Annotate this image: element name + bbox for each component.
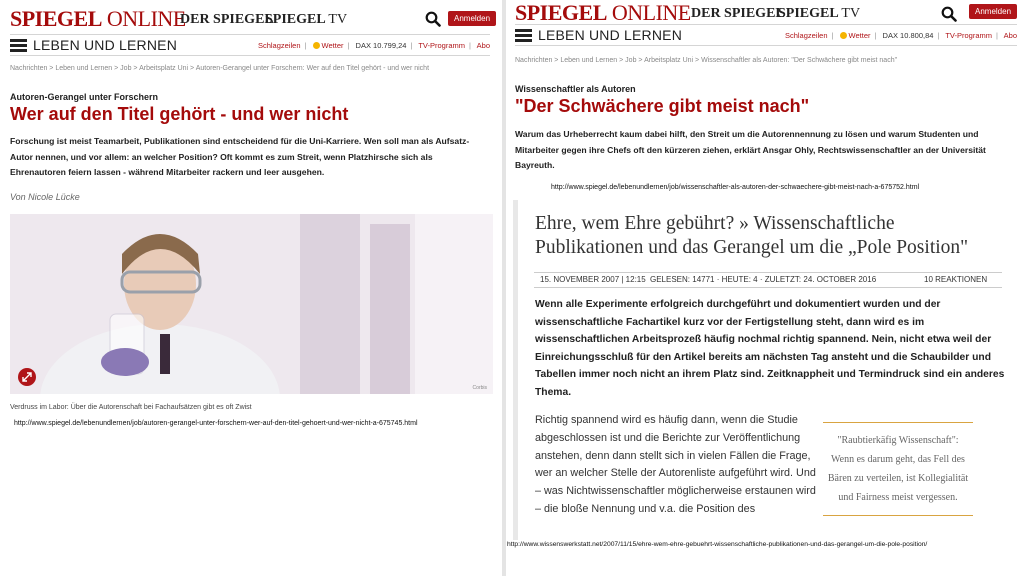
breadcrumb-current: Autoren-Gerangel unter Forschern: Wer auf den Titel gehört - und wer nicht bbox=[195, 65, 430, 72]
blog-pull-quote: "Raubtierkäfig Wissenschaft": Wenn es darum geht, das Fell des Bären zu verteilen, ist Kollegialität und Fairness meist vergessen. bbox=[823, 422, 973, 516]
lab-scientist-image bbox=[10, 214, 493, 394]
blog-title[interactable]: Ehre, wem Ehre gebührt? » Wissenschaftliche Publikationen und das Gerangel um die „Pole Position" bbox=[535, 213, 969, 258]
expand-image-button[interactable] bbox=[18, 368, 36, 386]
section-title[interactable]: LEBEN UND LERNEN bbox=[33, 37, 178, 53]
spiegel-tv-link[interactable]: SPIEGEL TV bbox=[778, 6, 861, 21]
blog-stats: GELESEN: 14771 · HEUTE: 4 · ZULETZT: 24. OCTOBER 2016 bbox=[650, 275, 877, 284]
source-url: http://www.spiegel.de/lebenundlernen/job/wissenschaftler-als-autoren-der-schwaechere-gibt-meist-nach-a-675752.html bbox=[551, 184, 920, 191]
article-kicker: Autoren-Gerangel unter Forschern bbox=[10, 92, 159, 102]
nav-link-tv-programm[interactable]: TV-Programm bbox=[945, 31, 993, 40]
menu-icon[interactable] bbox=[10, 39, 27, 52]
menu-icon[interactable] bbox=[515, 29, 532, 42]
section-title[interactable]: LEBEN UND LERNEN bbox=[538, 27, 683, 43]
login-button[interactable]: Anmelden bbox=[969, 4, 1017, 19]
spiegel-tv-link[interactable]: SPIEGEL TV bbox=[265, 12, 348, 27]
nav-link-dax[interactable]: DAX 10.799,24 bbox=[355, 41, 407, 50]
article-kicker: Wissenschaftler als Autoren bbox=[515, 84, 636, 94]
der-spiegel-link[interactable]: DER SPIEGEL bbox=[180, 12, 274, 27]
blog-article bbox=[513, 200, 1013, 540]
nav-link-schlagzeilen[interactable]: Schlagzeilen bbox=[257, 41, 301, 50]
sun-icon bbox=[313, 42, 320, 49]
breadcrumb-current: Wissenschaftler als Autoren: "Der Schwächere gibt meist nach" bbox=[701, 57, 898, 64]
breadcrumb-item[interactable]: Leben und Lernen bbox=[55, 65, 113, 72]
article-lead: Warum das Urheberrecht kaum dabei hilft, den Streit um die Autorennennung zu lösen und warum Studenten und Mitarbeiter gegen ihre Chefs oft den kürzeren ziehen, erklärt Ansgar Ohly, Rechtswissenschaftler an der Universität Bayreuth. bbox=[515, 129, 986, 170]
blog-lead: Wenn alle Experimente erfolgreich durchgeführt und dokumentiert wurden und der wissenschaftliche Fachartikel kurz vor der Fertigstellung steht, dann wird es im wissenschaftlichen Arbeitsprozeß häufig nochmal richtig spannend. Nein, nicht etwa weil der Einreichungsschluß für den Artikel bereits am nächsten Tag ansteht und die Schaubilder und Tabellen immer noch nicht an ihrem Platz sind. Zeitknappheit und Termindruck sind ein anderes Thema. bbox=[535, 299, 1005, 398]
article-photo[interactable] bbox=[10, 214, 493, 394]
blog-body: Richtig spannend wird es häufig dann, wenn die Studie abgeschlossen ist und die Berichte zur Veröffentlichung anstehen, denn dann stellt sich in vielen Fällen die Frage, wer an welcher Stelle der Autorenliste aufgeführt wird. Und – was Nichtwissenschaftler möglicherweise erstaunen wird – die bloße Nennung und v.a. die Position des bbox=[535, 414, 816, 515]
breadcrumb-item[interactable]: Nachrichten bbox=[515, 57, 553, 64]
nav-links: Schlagzeilen | Wetter | DAX 10.800,84 | TV-Programm | Abo bbox=[784, 31, 1017, 40]
der-spiegel-link[interactable]: DER SPIEGEL bbox=[691, 6, 785, 21]
spiegel-online-logo[interactable]: SPIEGEL ONLINE bbox=[10, 6, 186, 31]
sun-icon bbox=[840, 32, 847, 39]
article-lead: Forschung ist meist Teamarbeit, Publikationen sind entscheidend für die Uni-Karriere. Wen soll man als Aufsatz-Autor nennen, und vor allem: an welcher Position? Oft kommt es zum Streit, wenn Platzhirsche sich als Ehrenautoren feiern lassen - während Mitarbeiter rackern und leer ausgehen. bbox=[10, 136, 470, 177]
section-navbar bbox=[10, 34, 490, 56]
nav-link-tv-programm[interactable]: TV-Programm bbox=[418, 41, 466, 50]
nav-link-dax[interactable]: DAX 10.800,84 bbox=[882, 31, 934, 40]
photo-credit: Corbis bbox=[472, 385, 487, 391]
section-navbar bbox=[515, 24, 1017, 46]
nav-link-wetter[interactable]: Wetter bbox=[313, 41, 344, 50]
article-author: Von Nicole Lücke bbox=[10, 192, 80, 202]
breadcrumb-item[interactable]: Nachrichten bbox=[10, 65, 48, 72]
blog-source-url: http://www.wissenswerkstatt.net/2007/11/15/ehre-wem-ehre-gebuehrt-wissenschaftliche-publikationen-und-das-gerangel-um-die-pole-position/ bbox=[507, 541, 928, 548]
breadcrumb: Nachrichten > Leben und Lernen > Job > Arbeitsplatz Uni > Wissenschaftler als Autoren: "Der Schwächere gibt meist nach" bbox=[515, 57, 898, 64]
spiegel-article-right bbox=[507, 0, 1024, 576]
expand-icon bbox=[18, 368, 36, 386]
nav-link-schlagzeilen[interactable]: Schlagzeilen bbox=[784, 31, 828, 40]
article-headline: "Der Schwächere gibt meist nach" bbox=[515, 96, 810, 116]
spiegel-online-logo[interactable]: SPIEGEL ONLINE bbox=[515, 0, 691, 25]
breadcrumb-item[interactable]: Job bbox=[120, 65, 132, 72]
breadcrumb-item[interactable]: Arbeitsplatz Uni bbox=[644, 57, 694, 64]
breadcrumb-item[interactable]: Job bbox=[625, 57, 637, 64]
masthead bbox=[10, 6, 490, 32]
spiegel-article-left bbox=[0, 0, 500, 576]
photo-caption: Verdruss im Labor: Über die Autorenschaft bei Fachaufsätzen gibt es oft Zwist bbox=[10, 404, 252, 411]
blog-date: 15. NOVEMBER 2007 | 12:15 bbox=[540, 275, 646, 284]
login-button[interactable]: Anmelden bbox=[448, 11, 496, 26]
search-icon[interactable] bbox=[425, 11, 441, 27]
blog-meta bbox=[534, 272, 1002, 288]
breadcrumb: Nachrichten > Leben und Lernen > Job > Arbeitsplatz Uni > Autoren-Gerangel unter Forschern: Wer auf den Titel gehört - und wer nicht bbox=[10, 65, 430, 72]
panel-divider bbox=[502, 0, 506, 576]
breadcrumb-item[interactable]: Arbeitsplatz Uni bbox=[139, 65, 189, 72]
nav-link-abo[interactable]: Abo bbox=[1003, 31, 1017, 40]
nav-link-abo[interactable]: Abo bbox=[476, 41, 490, 50]
breadcrumb-item[interactable]: Leben und Lernen bbox=[560, 57, 618, 64]
nav-links: Schlagzeilen | Wetter | DAX 10.799,24 | TV-Programm | Abo bbox=[257, 41, 490, 50]
source-url: http://www.spiegel.de/lebenundlernen/job/autoren-gerangel-unter-forschern-wer-auf-den-titel-gehoert-und-wer-nicht-a-675745.html bbox=[14, 420, 418, 427]
nav-link-wetter[interactable]: Wetter bbox=[840, 31, 871, 40]
search-icon[interactable] bbox=[941, 6, 957, 22]
article-headline: Wer auf den Titel gehört - und wer nicht bbox=[10, 104, 349, 124]
masthead bbox=[515, 0, 1012, 26]
blog-reactions-link[interactable]: 10 REAKTIONEN bbox=[924, 275, 988, 284]
